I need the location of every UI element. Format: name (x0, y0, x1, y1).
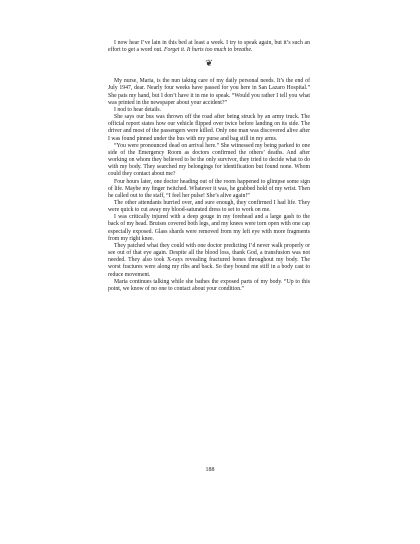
paragraph: My nurse, Maria, is the nun taking care of my daily personal needs. It’s the end of July 1947, dear. Nearly four weeks have passed for you here in San Lazaro Hospital.” She pats my hand, but I don’t have it in me to speak. “Would you rather I tell you what was printed in the newspaper about your accident?” (108, 78, 310, 106)
paragraph: I was critically injured with a deep gouge in my forehead and a large gash to the back of my head. Bruises covered both legs, and my knees were torn open with one cap especially exposed. Glass shards were removed from my left eye with more fragments from my right knee. (108, 214, 310, 242)
opening-paragraph (108, 40, 310, 54)
body-text (108, 40, 310, 293)
paragraph: “You were pronounced dead on arrival here.” She witnessed my being parked to one side of the Emergency Room as doctors confirmed the others’ deaths. And after working on whom they believed to be the only survivor, they tried to decide what to do with my body. They searched my belongings for identification but found none. Whom could they contact about me? (108, 142, 310, 178)
paragraph: The other attendants hurried over, and sure enough, they confirmed I had life. They were quick to cut away my blood-saturated dress to set to work on me. (108, 199, 310, 214)
paragraph: I nod to hear details. (114, 106, 162, 113)
paragraph: They patched what they could with one doctor predicting I’d never walk properly or see out of that eye again. Despite all the blood loss, thank God, a transfusion was not needed. They also took X-rays revealing fractured bones throughout my body. The worst fractures were along my ribs and back. So they bound me stiff in a body cast to reduce movement. (108, 242, 310, 278)
opening-italic-thought: Forget it. It hurts too much to breathe. (163, 47, 253, 54)
opening-text: I now hear I’ve lain in this bed at least a week. I try to speak again, but it’s such an effort to get a word out. (108, 40, 310, 54)
page-number: 188 (205, 467, 215, 473)
paragraph: She says our bus was thrown off the road after being struck by an army truck. The official report states how our vehicle flipped over twice before landing on its side. The driver and most of the passengers were killed. Only one man was discovered alive after I was found pinned under the bus with my purse and bag still in my arms. (108, 114, 310, 142)
section-ornament: ❦ (205, 58, 213, 69)
paragraph: Maria continues talking while she bathes the exposed parts of my body. “Up to this point, we know of no one to contact about your condition.” (108, 278, 310, 292)
paragraph: Four hours later, one doctor heading out of the room happened to glimpse some sign of life. Maybe my finger twitched. Whatever it was, he grabbed hold of my wrist. Then he called out to the staff, “I feel her pulse! She’s alive again!” (108, 178, 310, 199)
